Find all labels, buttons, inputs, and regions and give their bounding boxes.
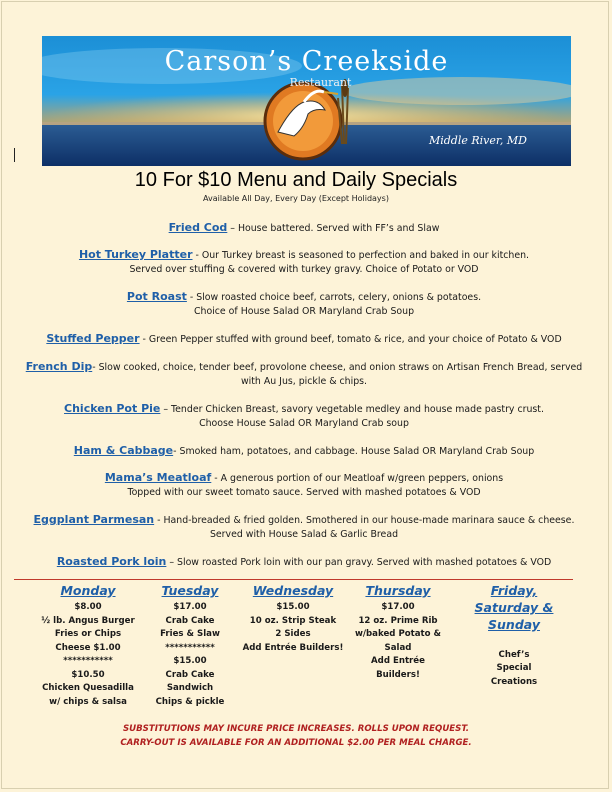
menu-item	[14, 332, 594, 347]
menu-item-desc-2: with Au Jus, pickle & chips.	[240, 376, 368, 387]
day-line: Chips & pickle	[155, 696, 225, 707]
day-line: w/baked Potato &	[354, 629, 442, 639]
day-line: ***********	[63, 656, 113, 666]
day-column-thursday	[348, 582, 448, 682]
menu-item	[14, 513, 594, 542]
day-line: $17.00	[381, 602, 415, 612]
day-line: $8.00	[74, 602, 102, 612]
day-line: w/ chips & salsa	[49, 696, 127, 707]
day-line: ½ lb. Angus Burger	[41, 615, 135, 626]
day-line: $17.00	[173, 602, 207, 612]
menu-item	[14, 444, 594, 459]
day-line: Creations	[490, 676, 538, 687]
day-name[interactable]: Wednesday	[252, 583, 334, 598]
menu-item-desc-2: Choose House Salad OR Maryland Crab soup	[199, 418, 409, 429]
day-line: Chef’s	[498, 649, 530, 660]
menu-item-desc: – Tender Chicken Breast, savory vegetable medley and house made pastry crust.	[160, 404, 544, 415]
menu-item-desc: - Slow roasted choice beef, carrots, celery, onions & potatoes.	[186, 292, 482, 303]
day-column-wednesday	[240, 582, 346, 655]
day-line: Crab Cake	[165, 669, 215, 680]
menu-item	[14, 471, 594, 500]
footer-carryout: CARRY-OUT IS AVAILABLE FOR AN ADDITIONAL $2.00 PER MEAL CHARGE.	[120, 738, 472, 748]
text-cursor	[14, 148, 15, 162]
menu-item-name[interactable]: Pot Roast	[126, 290, 187, 303]
menu-item-desc: - Hand-breaded & fried golden. Smothered in our house-made marinara sauce & cheese.	[154, 515, 575, 526]
menu-item-desc: – House battered. Served with FF’s and Slaw	[227, 223, 440, 234]
menu-item-desc: – Slow roasted Pork loin with our pan gravy. Served with mashed potatoes & VOD	[166, 557, 552, 568]
day-line: $10.50	[71, 669, 105, 680]
day-line: 10 oz. Strip Steak	[249, 615, 337, 626]
menu-item-name[interactable]: Mama’s Meatloaf	[104, 471, 212, 484]
menu-item-desc: - Slow cooked, choice, tender beef, provolone cheese, and onion straws on Artisan French Bread, served	[92, 362, 583, 373]
day-line: Chicken Quesadilla	[42, 683, 134, 693]
menu-item-name[interactable]: Eggplant Parmesan	[33, 513, 155, 526]
day-column-tuesday	[147, 582, 233, 709]
day-line: Special	[496, 663, 532, 673]
day-line: Fries & Slaw	[160, 629, 220, 639]
day-line: Add Entrée Builders!	[371, 656, 425, 680]
menu-item-name[interactable]: Stuffed Pepper	[46, 332, 140, 345]
day-line: 12 oz. Prime Rib	[358, 615, 438, 626]
day-line: Cheese $1.00	[55, 642, 121, 653]
menu-item	[14, 221, 594, 236]
restaurant-subtitle: Restaurant	[289, 76, 352, 89]
menu-item-desc-2: Served over stuffing & covered with turkey gravy. Choice of Potato or VOD	[129, 264, 479, 275]
menu-item-desc-2: Served with House Salad & Garlic Bread	[209, 529, 399, 540]
day-name[interactable]: Monday	[60, 583, 116, 598]
menu-item-desc-2: Topped with our sweet tomato sauce. Served with mashed potatoes & VOD	[127, 487, 481, 498]
menu-item-name[interactable]: Fried Cod	[168, 221, 228, 234]
menu-item-name[interactable]: Chicken Pot Pie	[64, 402, 161, 415]
day-line: Add Entrée Builders!	[242, 642, 344, 653]
menu-item	[14, 360, 594, 389]
day-line	[458, 635, 570, 649]
day-line: Fries or Chips	[54, 629, 122, 639]
restaurant-name: Carson’s Creekside	[164, 46, 449, 77]
menu-item-name[interactable]: Ham & Cabbage	[73, 444, 174, 457]
restaurant-banner	[42, 36, 571, 166]
menu-item-name[interactable]: French Dip	[25, 360, 93, 373]
page-title: 10 For $10 Menu and Daily Specials	[134, 169, 458, 191]
day-name[interactable]: Friday, Saturday & Sunday	[474, 583, 554, 632]
menu-item-desc: - Our Turkey breast is seasoned to perfection and baked in our kitchen.	[192, 250, 530, 261]
menu-item-desc: - A generous portion of our Meatloaf w/green peppers, onions	[211, 473, 504, 484]
day-line: 2 Sides	[275, 629, 311, 639]
day-line: Salad	[384, 642, 412, 653]
page-subtitle: Available All Day, Every Day (Except Holidays)	[203, 194, 389, 203]
day-name[interactable]: Thursday	[365, 583, 431, 598]
menu-item	[14, 248, 594, 277]
menu-item	[14, 555, 594, 570]
day-line: $15.00	[276, 602, 310, 612]
day-line: Crab Cake	[165, 615, 215, 626]
menu-item	[14, 402, 594, 431]
day-column-monday	[38, 582, 138, 709]
day-line: ***********	[165, 642, 215, 653]
menu-item	[14, 290, 594, 319]
day-column-weekend	[458, 582, 570, 689]
footer-substitutions: SUBSTITUTIONS MAY INCURE PRICE INCREASES. ROLLS UPON REQUEST.	[122, 724, 470, 734]
menu-item-desc-2: Choice of House Salad OR Maryland Crab Soup	[193, 306, 415, 317]
menu-item-name[interactable]: Roasted Pork loin	[56, 555, 167, 568]
section-divider	[14, 579, 573, 580]
menu-item-desc: - Smoked ham, potatoes, and cabbage. House Salad OR Maryland Crab Soup	[173, 446, 535, 457]
day-name[interactable]: Tuesday	[161, 583, 219, 598]
menu-item-desc: - Green Pepper stuffed with ground beef, tomato & rice, and your choice of Potato & VOD	[139, 334, 562, 345]
day-line: $15.00	[173, 656, 207, 666]
menu-item-name[interactable]: Hot Turkey Platter	[78, 248, 193, 261]
day-line: Sandwich	[166, 683, 214, 693]
restaurant-location: Middle River, MD	[428, 134, 527, 147]
